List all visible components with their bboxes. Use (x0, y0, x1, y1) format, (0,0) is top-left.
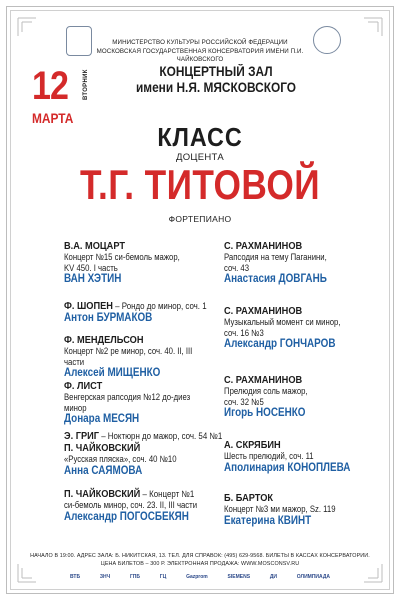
program-item (224, 374, 321, 420)
date-month: МАРТА (32, 110, 74, 126)
sponsor-logos (70, 572, 330, 582)
composer-name: Ф. ЛИСТ (64, 380, 103, 392)
composer-name: С. РАХМАНИНОВ (224, 374, 303, 386)
footer-info-line2: ЦЕНА БИЛЕТОВ – 300 Р. ЭЛЕКТРОННАЯ ПРОДАЖА: WWW.MOSCONSV.RU (100, 561, 300, 567)
concert-hall (110, 64, 321, 96)
composer-line (64, 300, 207, 312)
composer-name: Э. ГРИГ (64, 430, 99, 442)
work-title: си-бемоль минор, соч. 23. II, III части (64, 500, 198, 510)
work-title: Прелюдия соль мажор, соч. 32 №5 (224, 386, 308, 407)
hall-line1: КОНЦЕРТНЫЙ ЗАЛ (159, 64, 273, 79)
program-item (64, 300, 226, 325)
performer-name: Игорь НОСЕНКО (224, 407, 306, 420)
ministry-line2: МОСКОВСКАЯ ГОСУДАРСТВЕННАЯ КОНСЕРВАТОРИЯ ИМЕНИ П.И. ЧАЙКОВСКОГО (96, 47, 304, 63)
work-title: Концерт №3 ми мажор, Sz. 119 (224, 504, 336, 514)
work-title: Концерт №15 си-бемоль мажор, KV 450. I часть (64, 252, 180, 273)
performer-name: Анастасия ДОВГАНЬ (224, 273, 327, 286)
work-title: Концерт №2 ре минор, соч. 40. II, III части (64, 346, 193, 367)
performer-name: Александр ПОГОСБЕКЯН (64, 510, 189, 523)
performer-name: Антон БУРМАКОВ (64, 312, 153, 324)
date-day-number: 12 (32, 64, 69, 108)
sponsor-logo: Gazprom (186, 574, 208, 580)
composer-name: А. СКРЯБИН (224, 439, 281, 451)
performer-name: ВАН ХЭТИН (64, 273, 122, 286)
composer-name: В.А. МОЦАРТ (64, 240, 126, 252)
performer-name: Анна САЯМОВА (64, 464, 143, 477)
program-item (224, 240, 344, 286)
date-weekday: ВТОРНИК (83, 69, 89, 100)
composer-name: Б. БАРТОК (224, 492, 274, 504)
work-title: – Концерт №1 (140, 489, 195, 499)
performer-name: Донара МЕСЯН (64, 413, 140, 426)
program-item (64, 380, 234, 426)
composer-name: П. ЧАЙКОВСКИЙ (64, 488, 141, 500)
work-title: – Ноктюрн до мажор, соч. 54 №1 (98, 431, 223, 441)
composer-name: Ф. МЕНДЕЛЬСОН (64, 334, 144, 346)
teacher-name: Т.Г. ТИТОВОЙ (79, 161, 321, 208)
conservatory-logo-icon (313, 26, 341, 54)
title-klass: КЛАСС (157, 122, 243, 152)
sponsor-logo: SIEMENS (227, 574, 251, 580)
sponsor-logo: ДИ (269, 574, 277, 580)
performer-name: Алексей МИЩЕНКО (64, 367, 161, 380)
performer-name: Аполинария КОНОПЛЕВА (224, 461, 351, 474)
composer-line (64, 488, 200, 500)
program-item (224, 439, 371, 475)
ministry-header (88, 39, 312, 65)
work-title: Шесть прелюдий, соч. 11 (224, 451, 314, 461)
composer-name: Ф. ШОПЕН (64, 300, 113, 312)
program-item (64, 430, 244, 478)
hall-line2: имени Н.Я. МЯСКОВСКОГО (135, 80, 297, 95)
program-item (64, 488, 219, 524)
program-item (224, 492, 354, 528)
work-title: – Рондо до минор, соч. 1 (112, 301, 207, 311)
program-item (64, 334, 234, 380)
composer-name: П. ЧАЙКОВСКИЙ (64, 442, 141, 454)
work-title: Венгерская рапсодия №12 до-диез минор (64, 392, 191, 413)
program-item (224, 305, 359, 351)
sponsor-logo: ГЦ (159, 574, 167, 580)
work-title: «Русская пляска», соч. 40 №10 (64, 454, 177, 464)
instrument-label: ФОРТЕПИАНО (168, 214, 232, 224)
performer-name: Александр ГОНЧАРОВ (224, 338, 336, 351)
sponsor-logo: ОЛИМПИАДА (296, 574, 330, 580)
composer-name: С. РАХМАНИНОВ (224, 305, 303, 317)
sponsor-logo: ВТБ (70, 574, 81, 580)
title-docent: ДОЦЕНТА (176, 152, 224, 163)
composer-line (64, 430, 222, 442)
footer-info-line1: НАЧАЛО В 19:00. АДРЕС ЗАЛА: Б. НИКИТСКАЯ, 13. ТЕЛ. ДЛЯ СПРАВОК: (495) 629-9568. БИЛЕТЫ В КАССАХ КОНСЕРВАТОРИИ. (30, 553, 370, 559)
performer-name: Екатерина КВИНТ (224, 514, 312, 527)
work-title: Рапсодия на тему Паганини, соч. 43 (224, 252, 327, 273)
composer-name: С. РАХМАНИНОВ (224, 240, 303, 252)
sponsor-logo: ГПБ (129, 574, 140, 580)
program-item (64, 240, 199, 286)
sponsor-logo: ЗНЧ (99, 574, 111, 580)
work-title: Музыкальный момент си минор, соч. 16 №3 (224, 317, 341, 338)
ministry-line1: МИНИСТЕРСТВО КУЛЬТУРЫ РОССИЙСКОЙ ФЕДЕРАЦИИ (112, 39, 288, 46)
